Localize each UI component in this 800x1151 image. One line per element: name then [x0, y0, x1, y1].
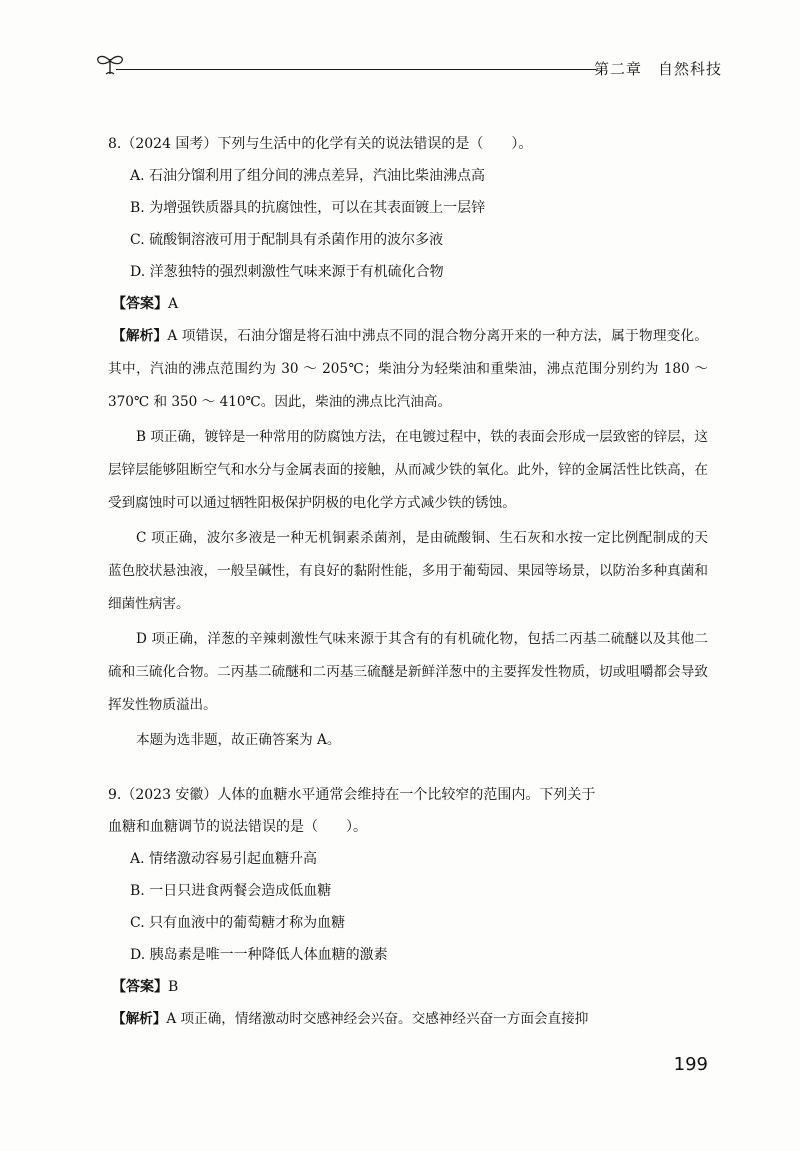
question-8-analysis-d: D 项正确，洋葱的辛辣刺激性气味来源于其含有的有机硫化物，包括二丙基二硫醚以及其他二硫和三硫化合物。二丙基二硫醚和二丙基三硫醚是新鲜洋葱中的主要挥发性物质，切或咀嚼都会导致挥发性物质溢出。: [108, 631, 708, 713]
sprout-icon: [92, 50, 128, 80]
analysis-label: 【解析】: [112, 1011, 167, 1027]
question-8-option-a: A. 石油分馏利用了组分间的沸点差异，汽油比柴油沸点高: [130, 168, 486, 184]
question-9-analysis-a: [108, 1003, 708, 1036]
question-gap: [108, 757, 708, 779]
chapter-title: 第二章 自然科技: [593, 60, 722, 78]
question-8-analysis-a: [108, 320, 708, 419]
question-8-option-b: B. 为增强铁质器具的抗腐蚀性，可以在其表面镀上一层锌: [130, 200, 486, 216]
question-8-conclusion: 本题为选非题，故正确答案为 A。: [136, 732, 341, 748]
question-8-stem: 8.（2024 国考）下列与生活中的化学有关的说法错误的是（ ）。: [108, 136, 533, 152]
header-rule: [116, 69, 596, 70]
question-9-option-b: B. 一日只进食两餐会造成低血糖: [130, 883, 332, 899]
analysis-text: A 项错误，石油分馏是将石油中沸点不同的混合物分离开来的一种方法，属于物理变化。其中，汽油的沸点范围约为 30 ～ 205℃；柴油分为轻柴油和重柴油，沸点范围分别约为 180 ～ 370℃ 和 350 ～ 410℃。因此，柴油的沸点比汽油高。: [108, 328, 709, 410]
question-8-answer: [108, 288, 708, 320]
analysis-label: 【解析】: [112, 328, 168, 344]
question-9-option-d: D. 胰岛素是唯一一种降低人体血糖的激素: [130, 947, 388, 963]
answer-value: A: [168, 296, 179, 312]
question-9-answer: [108, 971, 708, 1003]
page-header: [92, 48, 722, 84]
question-9-stem-line-1: 9.（2023 安徽）人体的血糖水平通常会维持在一个比较窄的范围内。下列关于: [108, 787, 596, 803]
answer-label: 【答案】: [112, 979, 168, 995]
question-9-stem-line-2: 血糖和血糖调节的说法错误的是（ ）。: [108, 819, 367, 835]
answer-label: 【答案】: [112, 296, 168, 312]
question-8-option-c: C. 硫酸铜溶液可用于配制具有杀菌作用的波尔多液: [130, 232, 444, 248]
question-8-option-d: D. 洋葱独特的强烈刺激性气味来源于有机硫化合物: [130, 264, 444, 280]
page-content: [108, 128, 708, 1036]
page-number: 199: [673, 1054, 708, 1075]
analysis-text: A 项正确，情绪激动时交感神经会兴奋。交感神经兴奋一方面会直接抑: [166, 1011, 589, 1027]
question-8-analysis-c: C 项正确，波尔多液是一种无机铜素杀菌剂，是由硫酸铜、生石灰和水按一定比例配制成的天蓝色胶状悬浊液，一般呈碱性，有良好的黏附性能，多用于葡萄园、果园等场景，以防治多种真菌和细菌性病害。: [108, 530, 708, 612]
question-9-option-c: C. 只有血液中的葡萄糖才称为血糖: [130, 915, 346, 931]
question-9-option-a: A. 情绪激动容易引起血糖升高: [130, 851, 318, 867]
question-8-analysis-b: B 项正确，镀锌是一种常用的防腐蚀方法，在电镀过程中，铁的表面会形成一层致密的锌层，这层锌层能够阻断空气和水分与金属表面的接触，从而减少铁的氧化。此外，锌的金属活性比铁高，在受到腐蚀时可以通过牺牲阳极保护阴极的电化学方式减少铁的锈蚀。: [108, 429, 708, 511]
answer-value: B: [168, 979, 179, 995]
